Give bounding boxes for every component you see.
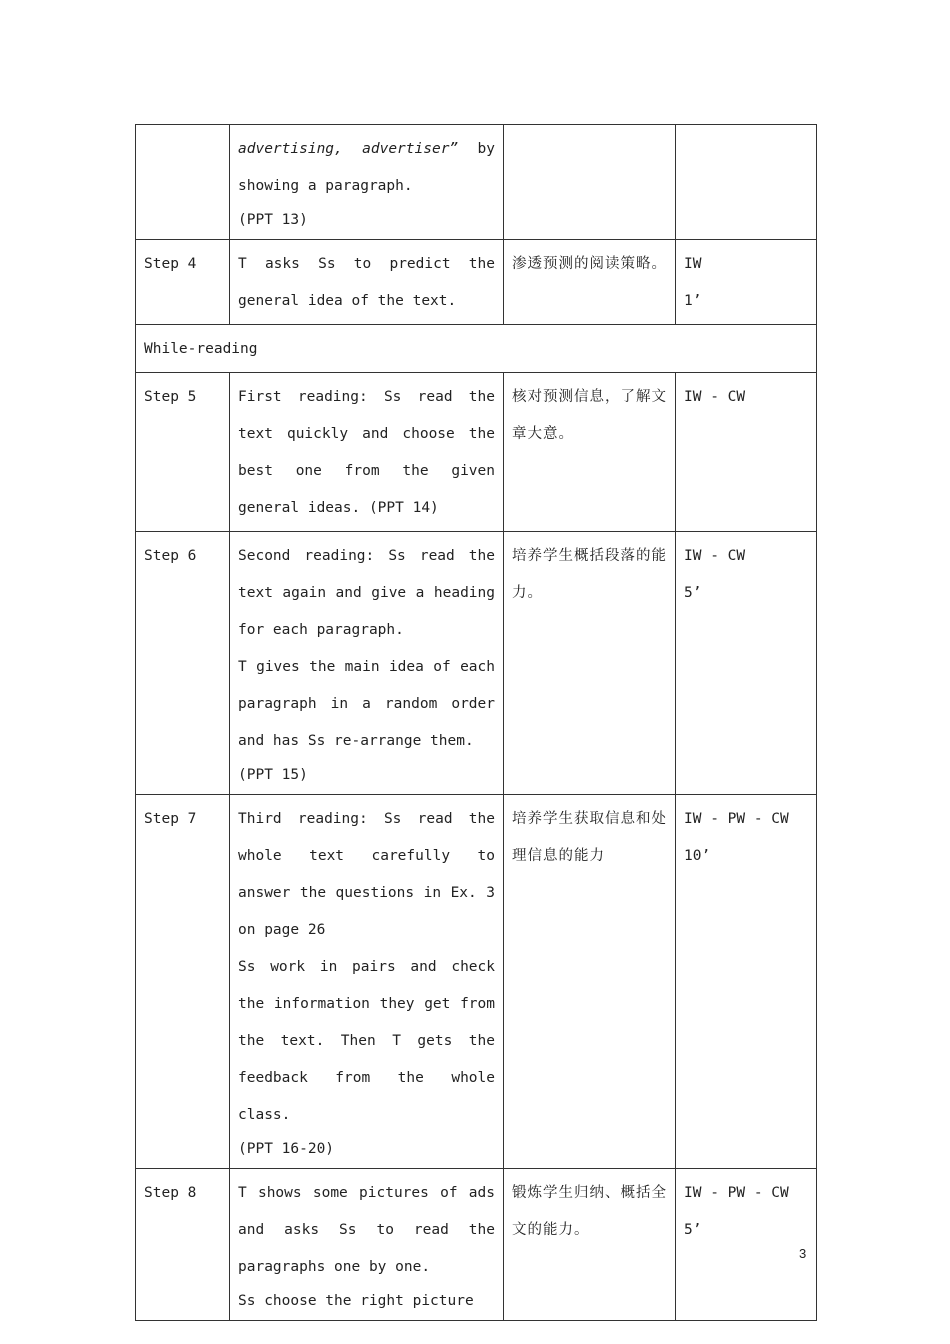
activity-text: First reading: Ss read the text quickly and choose the best one from the given general ideas. (PPT 14) — [238, 389, 495, 516]
mode-text: IW - CW — [684, 548, 746, 564]
table-row — [136, 532, 817, 795]
purpose-cell — [504, 125, 676, 240]
ppt-ref: (PPT 16-20) — [238, 1141, 335, 1157]
activity-cell — [230, 1169, 504, 1321]
activity-text: Second reading: Ss read the text again and give a heading for each paragraph. — [238, 548, 495, 638]
activity-text: T gives the main idea of each paragraph in a random order and has Ss re-arrange them. — [238, 659, 495, 749]
purpose-cell: 核对预测信息，了解文章大意。 — [504, 373, 676, 532]
step-cell: Step 8 — [136, 1169, 230, 1321]
step-cell — [136, 125, 230, 240]
mode-text: IW - PW - CW — [684, 1185, 789, 1201]
mode-text: IW — [684, 256, 702, 272]
time-text: 5’ — [684, 585, 702, 601]
step-cell: Step 7 — [136, 795, 230, 1169]
step-cell: Step 5 — [136, 373, 230, 532]
activity-text: Ss choose the right picture — [238, 1293, 474, 1309]
table-row — [136, 240, 817, 325]
activity-cell — [230, 373, 504, 532]
mode-cell — [676, 532, 817, 795]
time-text: 10’ — [684, 848, 711, 864]
time-text: 1’ — [684, 293, 702, 309]
activity-cell — [230, 532, 504, 795]
activity-text: by showing a paragraph. — [238, 141, 495, 194]
purpose-cell: 培养学生获取信息和处理信息的能力 — [504, 795, 676, 1169]
step-cell: Step 6 — [136, 532, 230, 795]
activity-cell — [230, 125, 504, 240]
mode-cell — [676, 240, 817, 325]
mode-cell — [676, 1169, 817, 1321]
mode-cell — [676, 373, 817, 532]
time-text: 5’ — [684, 1222, 702, 1238]
activity-cell — [230, 240, 504, 325]
table-row — [136, 795, 817, 1169]
purpose-cell: 培养学生概括段落的能力。 — [504, 532, 676, 795]
mode-cell — [676, 795, 817, 1169]
activity-text: Third reading: Ss read the whole text carefully to answer the questions in Ex. 3 on page 26 — [238, 811, 495, 938]
step-cell: Step 4 — [136, 240, 230, 325]
ppt-ref: (PPT 13) — [238, 212, 308, 228]
page-number: 3 — [799, 1246, 807, 1261]
mode-text: IW - PW - CW — [684, 811, 789, 827]
lesson-plan-table — [135, 124, 817, 1321]
activity-text-italic: advertising, advertiser” — [238, 141, 459, 157]
purpose-cell: 渗透预测的阅读策略。 — [504, 240, 676, 325]
table-row — [136, 1169, 817, 1321]
table-row — [136, 373, 817, 532]
activity-text: T asks Ss to predict the general idea of the text. — [238, 256, 495, 309]
activity-text: T shows some pictures of ads and asks Ss to read the paragraphs one by one. — [238, 1185, 495, 1275]
ppt-ref: (PPT 15) — [238, 767, 308, 783]
section-row — [136, 325, 817, 373]
section-heading: While-reading — [136, 325, 817, 373]
activity-text: Ss work in pairs and check the information they get from the text. Then T gets the feedback from the whole class. — [238, 959, 495, 1123]
table-row — [136, 125, 817, 240]
activity-cell — [230, 795, 504, 1169]
mode-text: IW - CW — [684, 389, 746, 405]
mode-cell — [676, 125, 817, 240]
purpose-cell: 锻炼学生归纳、概括全文的能力。 — [504, 1169, 676, 1321]
